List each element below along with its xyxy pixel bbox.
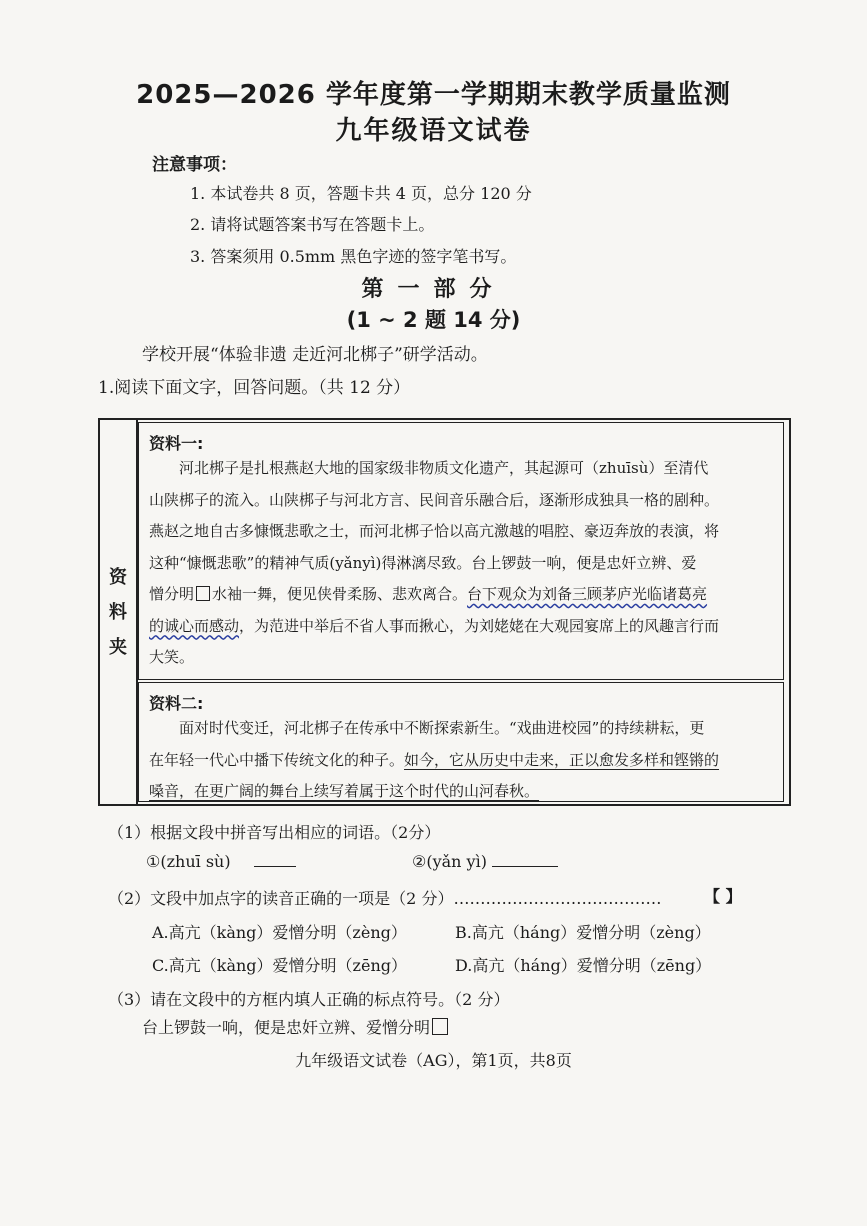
material-1 (138, 422, 784, 680)
text-line: 河北梆子是扎根燕赵大地的国家级非物质文化遗产，其起源可（zhuīsù）至清代 (179, 459, 709, 477)
text-line: 大笑。 (149, 648, 195, 666)
material-2 (138, 682, 784, 802)
subquestion-3: （3）请在文段中的方框内填人正确的标点符号。（2 分） (108, 990, 510, 1009)
text-line (149, 611, 779, 643)
answer-bracket[interactable]: 【 】 (704, 887, 742, 906)
text-line (149, 776, 779, 808)
option-c: C.高亢（kàng）爱憎分明（zēng） (152, 956, 407, 975)
material-side-label (100, 420, 138, 804)
wavy-underlined-text: 台下观众为刘备三顾茅庐光临诸葛亮 (467, 585, 708, 603)
underlined-text: 嗓音，在更广阔的舞台上续写着属于这个时代的山河春秋。 (149, 782, 540, 800)
material-1-text (149, 453, 779, 674)
text-segment: 憎分明 (149, 585, 195, 603)
pinyin-label: ①(zhuī sù) (146, 852, 231, 871)
wavy-underlined-text: 的诚心而感动 (149, 616, 240, 635)
activity-intro: 学校开展“体验非遗 走近河北梆子”研学活动。 (142, 345, 488, 365)
text-line: 面对时代变迁，河北梆子在传承中不断探索新生。“戏曲进校园”的持续耕耘，更 (179, 719, 705, 737)
subquestion-1-item-a (146, 852, 296, 871)
subquestion-1: （1）根据文段中拼音写出相应的词语。（2分） (108, 823, 441, 842)
exam-title-line2: 九年级语文试卷 (335, 116, 532, 146)
part-subtitle: (1 ~ 2 题 14 分) (346, 308, 521, 332)
answer-blank[interactable] (254, 866, 296, 867)
text-segment: ，为范进中举后不省人事而揪心，为刘姥姥在大观园宴席上的风趣言行而 (239, 616, 720, 635)
material-2-text (149, 713, 779, 808)
material-2-heading: 资料二: (149, 694, 204, 713)
subquestion-1-item-b (412, 852, 558, 871)
question-1: 1.阅读下面文字，回答问题。（共 12 分） (98, 378, 411, 398)
text-segment: 水袖一舞，便见侠骨柔肠、悲欢离合。 (212, 585, 468, 603)
subquestion-3-quote (142, 1015, 450, 1038)
punctuation-box (196, 586, 210, 601)
side-char: 料 (109, 602, 127, 623)
side-char: 资 (109, 567, 127, 588)
option-a: A.高亢（kàng）爱憎分明（zèng） (152, 923, 407, 942)
pinyin-label: ②(yǎn yì) (412, 852, 487, 871)
text-segment: 在年轻一代心中播下传统文化的种子。 (149, 750, 405, 769)
notice-item-1: 1. 本试卷共 8 页，答题卡共 4 页，总分 120 分 (190, 184, 532, 203)
part-title: 第一部分 (361, 277, 506, 302)
text-line (149, 745, 779, 777)
notice-item-3: 3. 答案须用 0.5mm 黑色字迹的签字笔书写。 (190, 247, 517, 266)
exam-title-line1: 2025—2026 学年度第一学期期末教学质量监测 (136, 80, 731, 110)
text-line: 燕赵之地自古多慷慨悲歌之士，而河北梆子恰以高亢激越的唱腔、豪迈奔放的表演，将 (149, 522, 720, 540)
option-b: B.高亢（háng）爱憎分明（zèng） (455, 923, 711, 942)
notice-heading: 注意事项： (152, 155, 237, 175)
underlined-text: 如今，它从历史中走来，正以愈发多样和铿锵的 (404, 750, 720, 769)
notice-item-2: 2. 请将试题答案书写在答题卡上。 (190, 215, 435, 234)
subquestion-2: （2）文段中加点字的读音正确的一项是（2 分）………………………………… (108, 889, 662, 908)
side-char: 夹 (109, 637, 127, 658)
material-1-heading: 资料一: (149, 434, 204, 453)
answer-blank[interactable] (492, 866, 558, 867)
text-line: 这种“慷慨悲歌”的精神气质(yǎnyì)得淋漓尽致。台上锣鼓一响，便是忠奸立辨、爱 (149, 553, 697, 572)
text-line (149, 579, 779, 611)
page-footer: 九年级语文试卷（AG），第1页，共8页 (295, 1051, 572, 1070)
punctuation-answer-box[interactable] (432, 1018, 448, 1035)
option-d: D.高亢（háng）爱憎分明（zēng） (455, 956, 712, 975)
quote-text: 台上锣鼓一响，便是忠奸立辨、爱憎分明 (142, 1018, 431, 1037)
text-line: 山陕梆子的流入。山陕梆子与河北方言、民间音乐融合后，逐渐形成独具一格的剧种。 (149, 490, 720, 509)
material-box (98, 418, 791, 806)
